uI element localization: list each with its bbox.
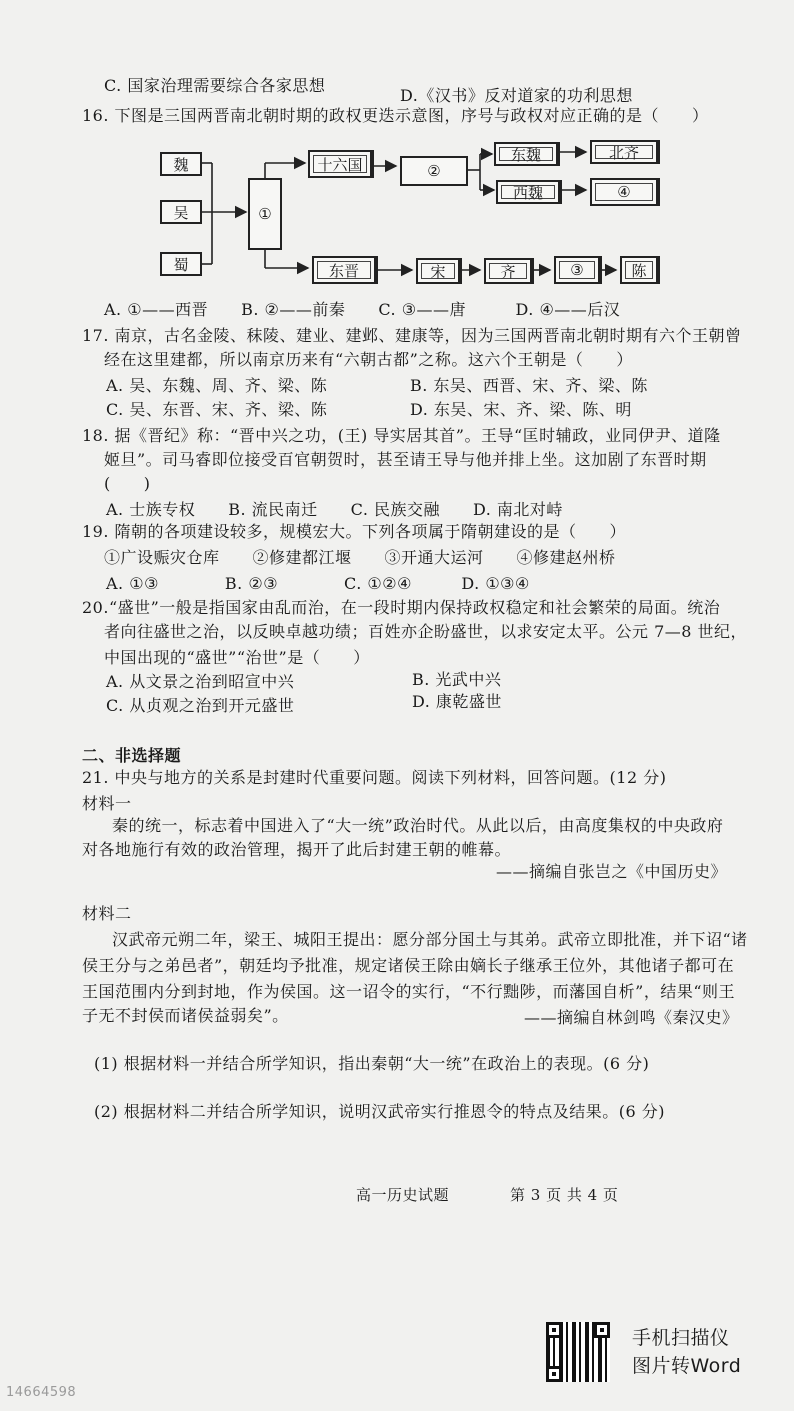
material2-line2: 侯王分与之弟邑者”，朝廷均予批准，规定诸侯王除由嫡长子继承王位外，其他诸子都可在	[82, 956, 735, 975]
material2-source: ——摘编自林剑鸣《秦汉史》	[524, 1008, 739, 1027]
box-qi: 齐	[484, 258, 534, 284]
footer-page-number: 第 3 页 共 4 页	[510, 1186, 619, 1204]
material2-line1: 汉武帝元朔二年，梁王、城阳王提出：愿分部分国土与其弟。武帝立即批准，并下诏“诸	[112, 930, 748, 949]
q20-option-c: C. 从贞观之治到开元盛世	[106, 696, 295, 715]
box-dongjin: 东晋	[312, 256, 378, 284]
q17-option-d: D. 东吴、宋、齐、梁、陈、明	[410, 400, 632, 419]
box-wei: 魏	[160, 152, 202, 176]
material1-line1: 秦的统一，标志着中国进入了“大一统”政治时代。从此以后，由高度集权的中央政府	[112, 816, 724, 835]
q20-option-a: A. 从文景之治到昭宣中兴	[106, 672, 295, 691]
q20-option-b: B. 光武中兴	[412, 670, 502, 689]
q20-line1: 20.“盛世”一般是指国家由乱而治，在一段时期内保持政权稳定和社会繁荣的局面。统治	[82, 598, 721, 617]
material1-source: ——摘编自张岂之《中国历史》	[496, 862, 728, 881]
q17-option-a: A. 吴、东魏、周、齐、梁、陈	[106, 376, 328, 395]
q20-option-d: D. 康乾盛世	[412, 692, 502, 711]
material1-line2: 对各地施行有效的政治管理，揭开了此后封建王朝的帷幕。	[82, 840, 512, 859]
q15-option-d: D.《汉书》反对道家的功利思想	[400, 86, 633, 105]
box-beiqi: 北齐	[590, 140, 660, 164]
scanner-app-label: 手机扫描仪	[632, 1327, 730, 1349]
box-wu: 吴	[160, 200, 202, 224]
material2-title: 材料二	[82, 904, 132, 923]
q20-line2: 者向往盛世之治，以反映卓越功绩；百姓亦企盼盛世，以求安定太平。公元 7—8 世纪，	[104, 622, 748, 641]
box-chen: 陈	[620, 256, 660, 284]
box-xiwei: 西魏	[496, 180, 562, 204]
q17-option-c: C. 吴、东晋、宋、齐、梁、陈	[106, 400, 328, 419]
q18-line3: ( )	[104, 474, 151, 493]
q16-options: A. ①——西晋 B. ②——前秦 C. ③——唐 D. ④——后汉	[104, 300, 621, 319]
q17-line2: 经在这里建都，所以南京历来有“六朝古都”之称。这六个王朝是（ ）	[104, 350, 633, 369]
footer-subject: 高一历史试题	[356, 1186, 450, 1204]
box-song: 宋	[416, 258, 462, 284]
box-dongwei: 东魏	[494, 142, 560, 166]
regime-change-diagram	[150, 140, 660, 285]
q20-line3: 中国出现的“盛世”“治世”是（ ）	[104, 648, 370, 667]
q19-items: ①广设赈灾仓库 ②修建都江堰 ③开通大运河 ④修建赵州桥	[104, 548, 616, 567]
q15-option-c: C. 国家治理需要综合各家思想	[104, 76, 326, 95]
qr-code-icon	[546, 1322, 610, 1382]
q18-line2: 姬旦”。司马睿即位接受百官朝贺时，甚至请王导与他并排上坐。这加剧了东晋时期	[104, 450, 707, 469]
box-two: ②	[400, 156, 468, 186]
section-heading: 二、非选择题	[82, 746, 182, 765]
box-sixteen-kingdoms: 十六国	[308, 150, 374, 178]
box-one: ①	[248, 178, 282, 250]
q17-line1: 17. 南京，古名金陵、秣陵、建业、建邺、建康等，因为三国两晋南北朝时期有六个王朝曾	[82, 326, 742, 345]
material2-line3: 王国范围内分到封地，作为侯国。这一诏令的实行，“不行黜陟，而藩国自析”，结果“则王	[82, 982, 736, 1001]
q18-options: A. 士族专权 B. 流民南迁 C. 民族交融 D. 南北对峙	[106, 500, 563, 519]
q16-stem: 16. 下图是三国两晋南北朝时期的政权更迭示意图，序号与政权对应正确的是（ ）	[82, 106, 709, 125]
q21-sub2: (2) 根据材料二并结合所学知识，说明汉武帝实行推恩令的特点及结果。(6 分)	[94, 1102, 666, 1121]
q17-option-b: B. 东吴、西晋、宋、齐、梁、陈	[410, 376, 648, 395]
q19-line1: 19. 隋朝的各项建设较多，规模宏大。下列各项属于隋朝建设的是（ ）	[82, 522, 627, 541]
q18-line1: 18. 据《晋纪》称：“晋中兴之功，(王) 导实居其首”。王导“匡时辅政，业同伊尹、道隆	[82, 426, 721, 445]
q21-stem: 21. 中央与地方的关系是封建时代重要问题。阅读下列材料，回答问题。(12 分)	[82, 768, 667, 787]
box-shu: 蜀	[160, 252, 202, 276]
q19-options: A. ①③ B. ②③ C. ①②④ D. ①③④	[106, 574, 530, 593]
document-id: 14664598	[6, 1385, 77, 1400]
box-four: ④	[590, 178, 660, 206]
material1-title: 材料一	[82, 794, 132, 813]
material2-line4: 子无不封侯而诸侯益弱矣”。	[82, 1006, 289, 1025]
box-three: ③	[554, 256, 602, 284]
q21-sub1: (1) 根据材料一并结合所学知识，指出秦朝“大一统”在政治上的表现。(6 分)	[94, 1054, 650, 1073]
convert-to-word-label: 图片转Word	[632, 1355, 742, 1377]
